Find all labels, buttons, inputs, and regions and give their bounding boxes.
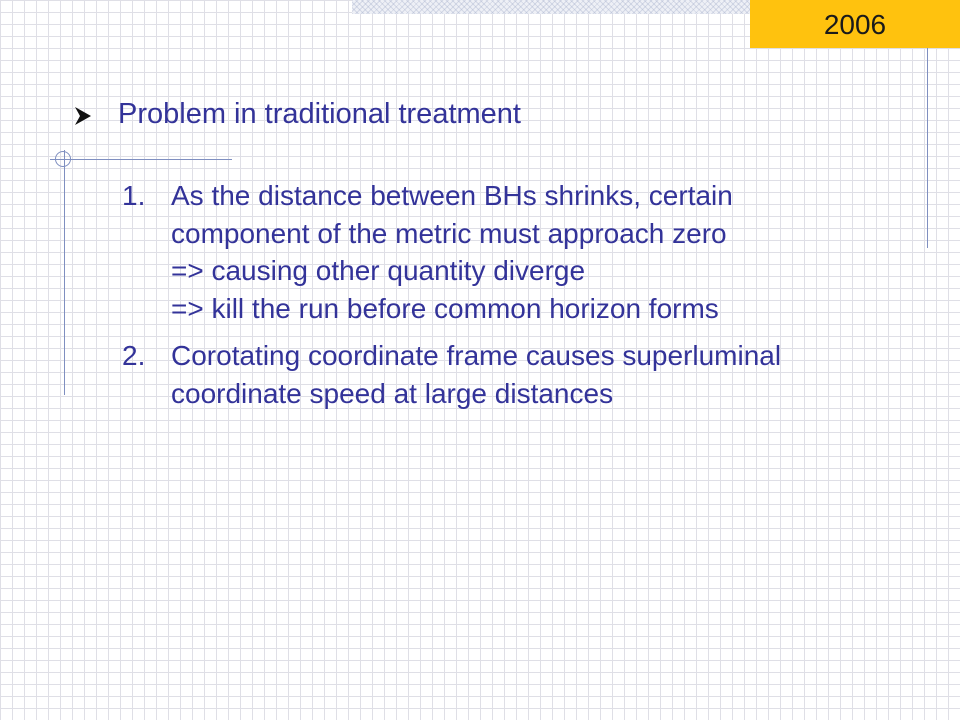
- heading-text: Problem in traditional treatment: [118, 98, 521, 130]
- list-item-line: => causing other quantity diverge: [171, 255, 586, 286]
- list-item-line: As the distance between BHs shrinks, certain: [171, 180, 733, 211]
- list-item-line: component of the metric must approach zero: [171, 217, 727, 249]
- list-item-line: coordinate speed at large distances: [171, 377, 614, 409]
- crosshair-circle-icon: [55, 151, 71, 167]
- section-heading: [72, 98, 521, 131]
- arrow-bullet-icon: [72, 103, 94, 127]
- year-badge: 2006: [750, 0, 960, 48]
- decorative-top-band: [352, 0, 752, 14]
- list-item-text: [171, 337, 942, 412]
- decorative-vertical-line-left: [64, 150, 65, 395]
- list-item-text: [171, 177, 942, 327]
- list-item-number: 2.: [122, 340, 146, 371]
- list-item: [122, 337, 942, 412]
- list-item: [122, 177, 942, 327]
- decorative-horizontal-line: [50, 159, 232, 160]
- numbered-list: [122, 177, 942, 422]
- list-item-number: 1.: [122, 180, 146, 211]
- list-item-line: => kill the run before common horizon forms: [171, 292, 719, 324]
- list-item-line: Corotating coordinate frame causes superluminal: [171, 340, 782, 371]
